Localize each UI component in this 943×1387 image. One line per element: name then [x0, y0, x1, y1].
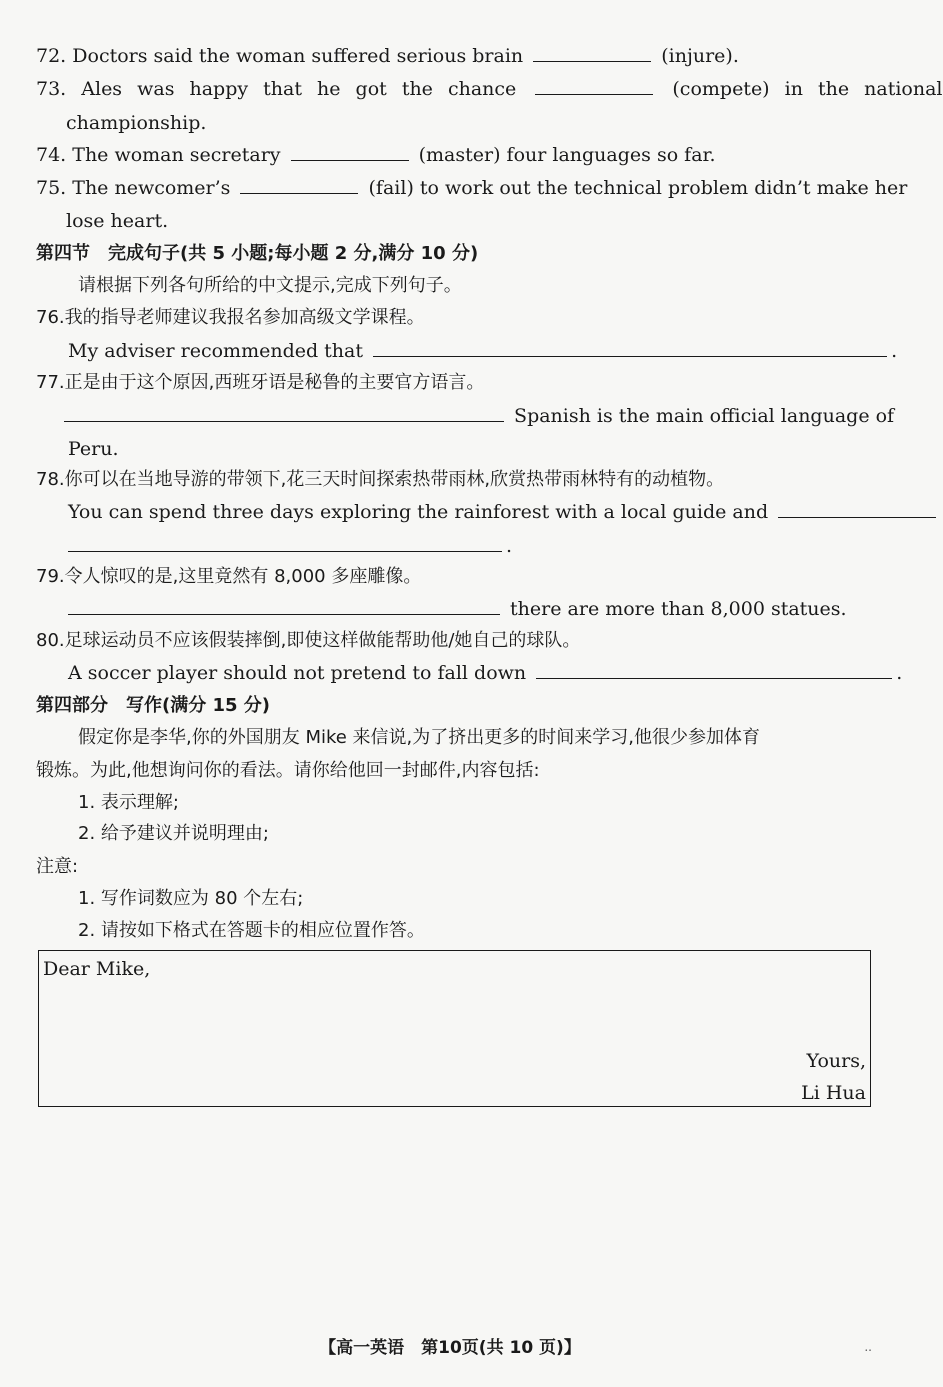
- question-number: 78.: [36, 469, 65, 490]
- english-stem: there are more than 8,000 statues.: [510, 598, 847, 620]
- question-number: 77.: [36, 372, 65, 393]
- question-80-answer: [68, 659, 902, 687]
- question-hint: (compete) in the national: [672, 78, 943, 100]
- question-hint: (injure).: [661, 45, 739, 67]
- question-text: The newcomer’s: [72, 177, 231, 199]
- question-number: 79.: [36, 566, 65, 587]
- question-number: 74.: [36, 144, 67, 166]
- question-75-continuation: lose heart.: [66, 210, 169, 232]
- question-78-answer-line2: [68, 532, 512, 560]
- part-title: 第四部分 写作(满分 15 分): [36, 695, 271, 716]
- answer-blank[interactable]: [535, 76, 653, 95]
- answer-blank[interactable]: [778, 499, 936, 518]
- period: .: [896, 662, 903, 684]
- answer-blank[interactable]: [373, 338, 887, 357]
- chinese-prompt: 令人惊叹的是,这里竟然有 8,000 多座雕像。: [64, 566, 422, 587]
- letter-closing: Yours,: [806, 1050, 866, 1072]
- question-73: [36, 75, 943, 103]
- notes-label: 注意:: [36, 856, 79, 877]
- english-stem: A soccer player should not pretend to fall down: [68, 662, 527, 684]
- question-77-answer: [64, 402, 894, 430]
- answer-blank[interactable]: [240, 175, 358, 194]
- question-text: The woman secretary: [72, 144, 281, 166]
- answer-blank[interactable]: [68, 596, 500, 615]
- letter-answer-box[interactable]: [38, 950, 871, 1107]
- chinese-prompt: 你可以在当地导游的带领下,花三天时间探索热带雨林,欣赏热带雨林特有的动植物。: [64, 469, 725, 490]
- writing-requirement: 1. 表示理解;: [78, 792, 179, 813]
- answer-blank[interactable]: [536, 660, 892, 679]
- question-76-prompt: [36, 304, 425, 332]
- question-number: 80.: [36, 630, 65, 651]
- question-77-continuation: Peru.: [68, 438, 119, 460]
- question-number: 73.: [36, 78, 67, 100]
- question-72: [36, 42, 739, 70]
- letter-salutation: Dear Mike,: [43, 958, 151, 980]
- writing-requirement: 2. 给予建议并说明理由;: [78, 823, 269, 844]
- page-footer: 【高一英语 第10页(共 10 页)】: [319, 1338, 581, 1358]
- question-number: 72.: [36, 45, 67, 67]
- answer-blank[interactable]: [68, 533, 502, 552]
- question-text: Doctors said the woman suffered serious brain: [72, 45, 524, 67]
- question-76-answer: [68, 337, 897, 365]
- question-79-answer: [68, 595, 847, 623]
- question-79-prompt: [36, 563, 421, 591]
- question-78-answer: [68, 498, 940, 526]
- question-78-prompt: [36, 466, 724, 494]
- section-title: 第四节 完成句子(共 5 小题;每小题 2 分,满分 10 分): [36, 243, 479, 264]
- answer-blank[interactable]: [291, 142, 409, 161]
- period: .: [891, 340, 898, 362]
- note-item: 2. 请按如下格式在答题卡的相应位置作答。: [78, 920, 425, 941]
- note-item: 1. 写作词数应为 80 个左右;: [78, 888, 304, 909]
- question-74: [36, 141, 716, 169]
- question-number: 76.: [36, 307, 65, 328]
- english-stem: My adviser recommended that: [68, 340, 364, 362]
- english-stem: Spanish is the main official language of: [514, 405, 895, 427]
- question-80-prompt: [36, 627, 580, 655]
- answer-blank[interactable]: [64, 403, 504, 422]
- question-number: 75.: [36, 177, 67, 199]
- period: .: [506, 535, 513, 557]
- question-hint: (fail) to work out the technical problem didn’t make her: [368, 177, 908, 199]
- writing-prompt-line: 假定你是李华,你的外国朋友 Mike 来信说,为了挤出更多的时间来学习,他很少参加体育: [78, 727, 760, 748]
- english-stem: You can spend three days exploring the rainforest with a local guide and: [68, 501, 769, 523]
- letter-signature: Li Hua: [801, 1082, 866, 1104]
- question-text: Ales was happy that he got the chance: [81, 78, 517, 100]
- chinese-prompt: 正是由于这个原因,西班牙语是秘鲁的主要官方语言。: [64, 372, 485, 393]
- question-77-prompt: [36, 369, 484, 397]
- corner-mark: ..: [864, 1340, 872, 1354]
- chinese-prompt: 我的指导老师建议我报名参加高级文学课程。: [64, 307, 425, 328]
- question-75: [36, 174, 907, 202]
- section-instruction: 请根据下列各句所给的中文提示,完成下列句子。: [78, 275, 462, 296]
- chinese-prompt: 足球运动员不应该假装摔倒,即使这样做能帮助他/她自己的球队。: [64, 630, 581, 651]
- question-hint: (master) four languages so far.: [418, 144, 716, 166]
- writing-prompt-line: 锻炼。为此,他想询问你的看法。请你给他回一封邮件,内容包括:: [36, 760, 540, 781]
- answer-blank[interactable]: [533, 43, 651, 62]
- question-73-continuation: championship.: [66, 112, 207, 134]
